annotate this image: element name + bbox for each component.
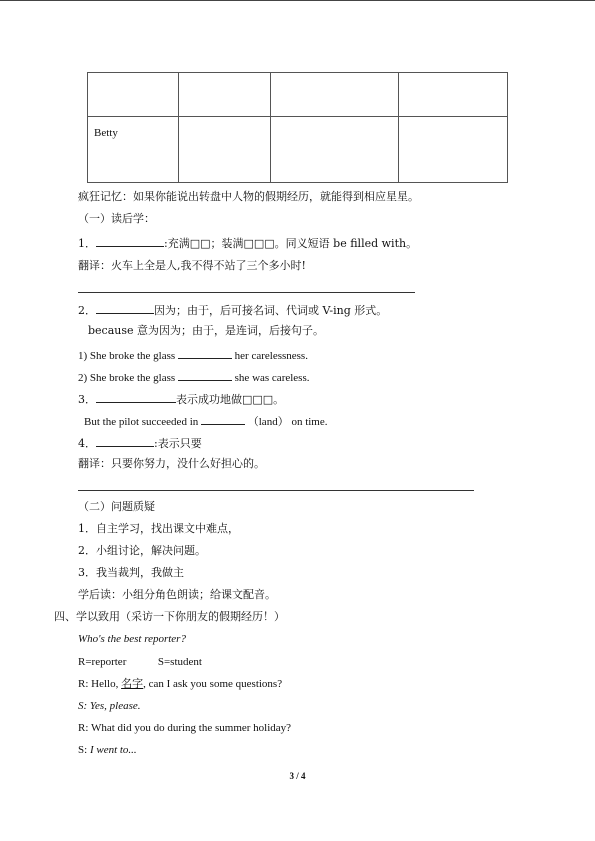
table-cell [88,73,179,117]
table-cell [271,117,399,183]
part2-item-3: 3．我当裁判，我做主 [78,566,184,579]
intro-text: 疯狂记忆：如果你能说出转盘中人物的假期经历，就能得到相应星星。 [78,190,419,203]
part2-item-1: 1．自主学习，找出课文中难点， [78,522,239,535]
translation-2: 翻译：只要你努力，没什么好担心的。 [78,457,265,470]
sentence-1-end: her carelessness. [234,350,308,362]
item1-num: 1． [78,237,96,250]
answer-line-1[interactable] [78,292,415,293]
header-rule [0,0,595,1]
item1-blank[interactable] [96,235,164,247]
sentence-2-blank[interactable] [178,369,232,381]
holiday-table [87,72,508,183]
role-reporter: R=reporter [78,656,127,668]
table-cell [399,73,508,117]
table-row [88,73,508,117]
pilot-start: But the pilot succeeded in [84,416,199,428]
sentence-1-blank[interactable] [178,347,232,359]
item4-num: 4． [78,437,96,450]
translation-1: 翻译：火车上全是人,我不得不站了三个多小时! [78,259,306,272]
table-cell [271,73,399,117]
item2 [78,302,387,318]
part2-item-2: 2．小组讨论，解决问题。 [78,544,206,557]
after-read: 学后读：小组分角色朗读；给课文配音。 [78,588,276,601]
table-cell-name: Betty [88,117,179,183]
sentence-2 [78,369,310,385]
answer-line-2[interactable] [78,490,474,491]
sentence-2-end: she was careless. [234,372,310,384]
part4-heading: 四、学以致用（采访一下你朋友的假期经历！） [54,610,285,623]
dialogue-4 [78,743,137,757]
dialogue-1-end: , can I ask you some questions? [143,678,283,690]
part1-heading: （一）读后学： [78,212,155,225]
item4 [78,435,202,451]
sentence-1 [78,347,308,363]
pilot-sentence [84,413,328,429]
item3-num: 3． [78,393,96,406]
item1-text: :充满□□；装满□□□。同义短语 be filled with。 [164,237,418,250]
item3-blank[interactable] [96,391,176,403]
part2-heading: （二）问题质疑 [78,500,155,513]
item2-text: 因为；由于，后可接名词、代词或 V-ing 形式。 [154,304,388,317]
dialogue-2: S: Yes, please. [78,700,141,712]
table-row [88,117,508,183]
item2-blank[interactable] [96,302,154,314]
dialogue-3: R: What did you do during the summer holiday? [78,722,292,734]
dialogue-1-start: R: Hello, [78,678,119,690]
sentence-2-start: 2) She broke the glass [78,372,176,384]
name-placeholder: 名字 [121,678,144,690]
item3-text: 表示成功地做□□□。 [176,393,285,406]
because-note: because 意为因为；由于，是连词，后接句子。 [88,324,325,337]
sentence-1-start: 1) She broke the glass [78,350,176,362]
table-cell [399,117,508,183]
table-cell [179,117,271,183]
roles-line [78,655,202,669]
dialogue-4-text: I went to... [89,744,137,756]
dialogue-4-speaker: S: [78,744,88,756]
role-student: S=student [157,656,202,668]
dialogue-1 [78,677,282,691]
reporter-question: Who's the best reporter? [78,633,186,645]
page-number: 3 / 4 [289,771,306,781]
table-cell [179,73,271,117]
pilot-blank[interactable] [201,413,245,425]
item2-num: 2． [78,304,96,317]
item4-text: :表示只要 [154,437,202,450]
item4-blank[interactable] [96,435,154,447]
item3 [78,391,284,407]
pilot-end: （land） on time. [247,416,328,428]
item1 [78,235,417,251]
